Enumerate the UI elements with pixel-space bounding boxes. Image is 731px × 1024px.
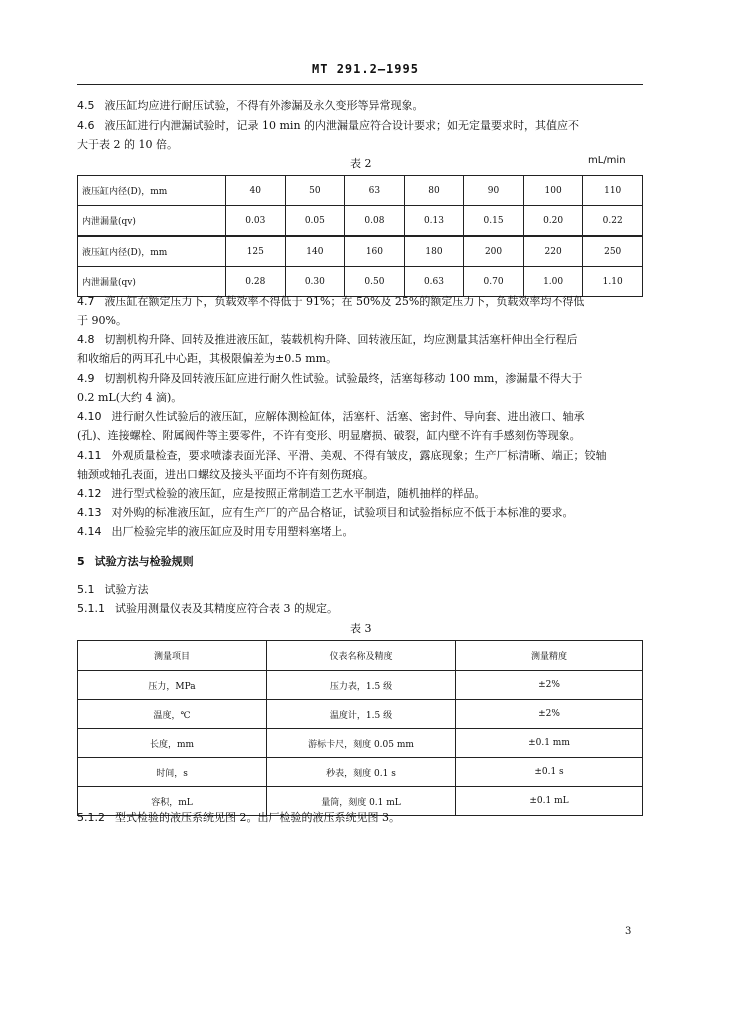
table-cell: 0.30: [285, 267, 345, 297]
table-2-unit: mL/min: [588, 155, 626, 166]
table-cell: 0.50: [345, 267, 405, 297]
clause-text: 型式检验的液压系统见图 2。出厂检验的液压系统见图 3。: [115, 811, 400, 824]
clause-text-continued: 轴颈或轴孔表面，进出口螺纹及接头平面均不许有刻伤斑痕。: [77, 468, 374, 481]
table-header-cell: 测量精度: [456, 641, 643, 671]
header-rule: [77, 84, 643, 85]
clause-text-continued: 0.2 mL(大约 4 滴)。: [77, 391, 183, 404]
table-row: [78, 236, 643, 267]
clause-4-7: [77, 292, 645, 330]
clause-5-1-1: [77, 599, 645, 618]
table-2-caption: 表 2: [350, 157, 372, 170]
table-cell: ±2%: [456, 671, 643, 700]
table-cell: 内泄漏量(qv): [78, 206, 226, 237]
page-header: MT 291.2—1995: [312, 62, 419, 76]
table-cell: 秒表，刻度 0.1 s: [267, 758, 456, 787]
clause-5-1-2: [77, 808, 645, 827]
table-cell: 50: [285, 176, 345, 206]
clause-text: 进行型式检验的液压缸，应是按照正常制造工艺水平制造，随机抽样的样品。: [111, 487, 486, 500]
table-cell: 1.00: [523, 267, 583, 297]
table-3: [77, 640, 643, 816]
clause-4-6: [77, 116, 645, 154]
table-cell: 量筒，刻度 0.1 mL: [267, 787, 456, 816]
clause-number: 4.12: [77, 487, 102, 500]
table-header-cell: 测量项目: [78, 641, 267, 671]
table-cell: 140: [285, 236, 345, 267]
table-cell: 40: [226, 176, 286, 206]
table-cell: 0.63: [404, 267, 464, 297]
clause-text: 对外购的标准液压缸，应有生产厂的产品合格证，试验项目和试验指标应不低于本标准的要求。: [111, 506, 574, 519]
clause-number: 4.7: [77, 295, 95, 308]
clause-text: 进行耐久性试验后的液压缸，应解体测检缸体，活塞杆、活塞、密封件、导向套、进出液口、轴承: [111, 410, 585, 423]
clause-4-9: [77, 369, 645, 407]
table-header-row: [78, 641, 643, 671]
clause-number: 4.14: [77, 525, 102, 538]
clause-number: 4.6: [77, 119, 95, 132]
clause-5-1: [77, 580, 645, 599]
clause-text: 切割机构升降、回转及推进液压缸，装载机构升降、回转液压缸，均应测量其活塞杆伸出全行程后: [104, 333, 578, 346]
clause-4-14: [77, 522, 645, 541]
table-row: [78, 176, 643, 206]
clause-number: 4.9: [77, 372, 95, 385]
table-cell: 时间，s: [78, 758, 267, 787]
table-cell: 0.70: [464, 267, 524, 297]
table-cell: 200: [464, 236, 524, 267]
table-row: [78, 729, 643, 758]
table-cell: 1.10: [583, 267, 643, 297]
clause-text: 液压缸均应进行耐压试验，不得有外渗漏及永久变形等异常现象。: [104, 99, 424, 112]
table-header-cell: 仪表名称及精度: [267, 641, 456, 671]
section-number: 5: [77, 555, 85, 568]
table-cell: 压力，MPa: [78, 671, 267, 700]
table-cell: 0.28: [226, 267, 286, 297]
clause-number: 5.1: [77, 583, 95, 596]
clause-text: 外观质量检查，要求喷漆表面光泽、平滑、美观、不得有皱皮，露底现象；生产厂标清晰、端正；铰轴: [111, 449, 607, 462]
clause-number: 4.8: [77, 333, 95, 346]
table-cell: 内泄漏量(qv): [78, 267, 226, 297]
table-cell: 游标卡尺，刻度 0.05 mm: [267, 729, 456, 758]
table-cell: 220: [523, 236, 583, 267]
table-cell: 0.20: [523, 206, 583, 237]
table-cell: 0.03: [226, 206, 286, 237]
clause-text-continued: (孔)、连接螺栓、附属阀件等主要零件，不许有变形、明显磨损、破裂，缸内壁不许有手感刻伤等现象。: [77, 429, 581, 442]
table-cell: ±0.1 mL: [456, 787, 643, 816]
clause-text: 出厂检验完毕的液压缸应及时用专用塑料塞堵上。: [111, 525, 354, 538]
clause-text: 试验用测量仪表及其精度应符合表 3 的规定。: [115, 602, 338, 615]
clause-text: 试验方法: [104, 583, 149, 596]
table-row: [78, 206, 643, 237]
table-row: [78, 700, 643, 729]
table-cell: 液压缸内径(D)，mm: [78, 236, 226, 267]
clause-4-8: [77, 330, 645, 368]
table-cell: ±2%: [456, 700, 643, 729]
table-cell: 63: [345, 176, 405, 206]
page-number: 3: [625, 926, 632, 937]
table-row: [78, 758, 643, 787]
table-cell: 温度，℃: [78, 700, 267, 729]
table-cell: 0.08: [345, 206, 405, 237]
table-cell: 80: [404, 176, 464, 206]
table-cell: 0.05: [285, 206, 345, 237]
clause-4-11: [77, 446, 645, 484]
clause-number: 4.10: [77, 410, 102, 423]
clause-4-10: [77, 407, 645, 445]
table-row: [78, 671, 643, 700]
table-cell: 容积，mL: [78, 787, 267, 816]
table-2: [77, 175, 643, 297]
clause-text: 液压缸在额定压力下，负载效率不得低于 91%；在 50%及 25%的额定压力下，负载效率均不得低: [104, 295, 585, 308]
table-cell: 250: [583, 236, 643, 267]
table-cell: 0.13: [404, 206, 464, 237]
section-title: 试验方法与检验规则: [94, 555, 194, 568]
table-cell: ±0.1 mm: [456, 729, 643, 758]
clause-number: 5.1.1: [77, 602, 105, 615]
table-cell: 160: [345, 236, 405, 267]
table-cell: 长度，mm: [78, 729, 267, 758]
table-cell: 压力表，1.5 级: [267, 671, 456, 700]
clause-text-continued: 于 90%。: [77, 314, 127, 327]
clause-number: 5.1.2: [77, 811, 105, 824]
table-cell: 90: [464, 176, 524, 206]
clause-number: 4.13: [77, 506, 102, 519]
table-cell: 125: [226, 236, 286, 267]
clause-text: 切割机构升降及回转液压缸应进行耐久性试验。试验最终，活塞每移动 100 mm，渗漏量不得大于: [104, 372, 583, 385]
clause-number: 4.5: [77, 99, 95, 112]
clause-4-13: [77, 503, 645, 522]
clause-text: 液压缸进行内泄漏试验时，记录 10 min 的内泄漏量应符合设计要求；如无定量要求时，其值应不: [104, 119, 580, 132]
table-cell: 100: [523, 176, 583, 206]
clause-text-continued: 和收缩后的两耳孔中心距，其极限偏差为±0.5 mm。: [77, 352, 338, 365]
section-5-heading: [77, 552, 645, 571]
table-3-caption: 表 3: [350, 622, 372, 635]
clause-4-12: [77, 484, 645, 503]
table-cell: ±0.1 s: [456, 758, 643, 787]
table-cell: 温度计，1.5 级: [267, 700, 456, 729]
clause-number: 4.11: [77, 449, 102, 462]
table-cell: 110: [583, 176, 643, 206]
table-cell: 0.15: [464, 206, 524, 237]
table-cell: 液压缸内径(D)，mm: [78, 176, 226, 206]
clause-4-5: [77, 96, 645, 115]
clause-text-continued: 大于表 2 的 10 倍。: [77, 138, 178, 151]
table-cell: 180: [404, 236, 464, 267]
table-cell: 0.22: [583, 206, 643, 237]
